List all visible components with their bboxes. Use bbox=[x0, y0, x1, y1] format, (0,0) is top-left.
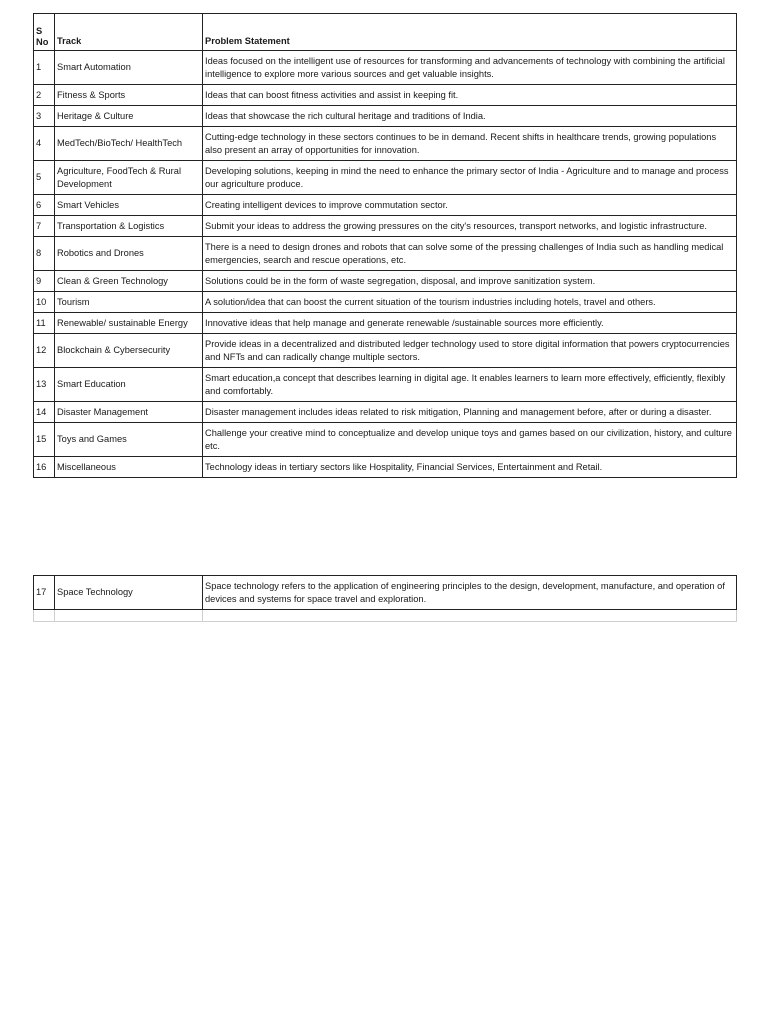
track-cell: Toys and Games bbox=[55, 423, 203, 457]
table-row bbox=[34, 85, 737, 106]
statement-cell: Ideas that showcase the rich cultural heritage and traditions of India. bbox=[203, 106, 737, 127]
statement-cell: Disaster management includes ideas related to risk mitigation, Planning and management before, after or during a disaster. bbox=[203, 402, 737, 423]
track-cell: Transportation & Logistics bbox=[55, 216, 203, 237]
table-header-row bbox=[34, 14, 737, 51]
empty-cell bbox=[203, 610, 737, 622]
table-row bbox=[34, 237, 737, 271]
track-cell: Blockchain & Cybersecurity bbox=[55, 334, 203, 368]
track-cell: Smart Automation bbox=[55, 51, 203, 85]
sno-cell: 2 bbox=[34, 85, 55, 106]
track-cell: Agriculture, FoodTech & Rural Development bbox=[55, 161, 203, 195]
table-row bbox=[34, 271, 737, 292]
empty-cell bbox=[55, 610, 203, 622]
statement-cell: Smart education,a concept that describes learning in digital age. It enables learners to learn more effectively, efficiently, flexibly and comfortably. bbox=[203, 368, 737, 402]
statement-cell: Cutting-edge technology in these sectors continues to be in demand. Recent shifts in healthcare trends, growing populations also present an array of opportunities for innovation. bbox=[203, 127, 737, 161]
sno-cell: 5 bbox=[34, 161, 55, 195]
header-problem-statement: Problem Statement bbox=[203, 14, 737, 51]
sno-cell: 16 bbox=[34, 457, 55, 478]
header-track: Track bbox=[55, 14, 203, 51]
statement-cell: Creating intelligent devices to improve commutation sector. bbox=[203, 195, 737, 216]
statement-cell: There is a need to design drones and robots that can solve some of the pressing challenges of India such as handling medical emergencies, search and rescue operations, etc. bbox=[203, 237, 737, 271]
table-row bbox=[34, 161, 737, 195]
sno-cell: 11 bbox=[34, 313, 55, 334]
empty-row bbox=[34, 610, 737, 622]
track-cell: Smart Education bbox=[55, 368, 203, 402]
table-row bbox=[34, 423, 737, 457]
empty-cell bbox=[34, 610, 55, 622]
table-row bbox=[34, 313, 737, 334]
sno-cell: 3 bbox=[34, 106, 55, 127]
statement-cell: Ideas focused on the intelligent use of resources for transforming and advancements of technology with combining the artificial intelligence to explore more various sources and get valuable insights. bbox=[203, 51, 737, 85]
table-row bbox=[34, 127, 737, 161]
track-cell: Miscellaneous bbox=[55, 457, 203, 478]
statement-cell: Technology ideas in tertiary sectors like Hospitality, Financial Services, Entertainment and Retail. bbox=[203, 457, 737, 478]
statement-cell: Space technology refers to the application of engineering principles to the design, development, manufacture, and operation of devices and systems for space travel and exploration. bbox=[203, 576, 737, 610]
table-row bbox=[34, 106, 737, 127]
sno-cell: 9 bbox=[34, 271, 55, 292]
table-row bbox=[34, 334, 737, 368]
statement-cell: Innovative ideas that help manage and generate renewable /sustainable sources more efficiently. bbox=[203, 313, 737, 334]
sno-cell: 10 bbox=[34, 292, 55, 313]
track-cell: Tourism bbox=[55, 292, 203, 313]
table-row bbox=[34, 51, 737, 85]
table-row bbox=[34, 292, 737, 313]
sno-cell: 17 bbox=[34, 576, 55, 610]
sno-cell: 15 bbox=[34, 423, 55, 457]
table-row bbox=[34, 457, 737, 478]
track-cell: Space Technology bbox=[55, 576, 203, 610]
additional-track-table bbox=[33, 575, 737, 622]
sno-cell: 4 bbox=[34, 127, 55, 161]
sno-cell: 13 bbox=[34, 368, 55, 402]
sno-cell: 14 bbox=[34, 402, 55, 423]
statement-cell: Submit your ideas to address the growing pressures on the city's resources, transport networks, and logistic infrastructure. bbox=[203, 216, 737, 237]
table-row bbox=[34, 195, 737, 216]
statement-cell: Solutions could be in the form of waste segregation, disposal, and improve sanitization system. bbox=[203, 271, 737, 292]
table-row bbox=[34, 402, 737, 423]
problem-statements-table bbox=[33, 13, 737, 478]
table-row bbox=[34, 576, 737, 610]
sno-cell: 8 bbox=[34, 237, 55, 271]
track-cell: Renewable/ sustainable Energy bbox=[55, 313, 203, 334]
track-cell: Heritage & Culture bbox=[55, 106, 203, 127]
sno-cell: 6 bbox=[34, 195, 55, 216]
table-row bbox=[34, 216, 737, 237]
header-sno: S No bbox=[34, 14, 55, 51]
statement-cell: Provide ideas in a decentralized and distributed ledger technology used to store digital information that powers cryptocurrencies and NFTs and can radically change multiple sectors. bbox=[203, 334, 737, 368]
sno-cell: 1 bbox=[34, 51, 55, 85]
table-row bbox=[34, 368, 737, 402]
statement-cell: Ideas that can boost fitness activities and assist in keeping fit. bbox=[203, 85, 737, 106]
track-cell: MedTech/BioTech/ HealthTech bbox=[55, 127, 203, 161]
sno-cell: 7 bbox=[34, 216, 55, 237]
track-cell: Clean & Green Technology bbox=[55, 271, 203, 292]
track-cell: Fitness & Sports bbox=[55, 85, 203, 106]
statement-cell: Developing solutions, keeping in mind the need to enhance the primary sector of India - Agriculture and to manage and process our agriculture produce. bbox=[203, 161, 737, 195]
track-cell: Robotics and Drones bbox=[55, 237, 203, 271]
statement-cell: A solution/idea that can boost the current situation of the tourism industries including hotels, travel and others. bbox=[203, 292, 737, 313]
sno-cell: 12 bbox=[34, 334, 55, 368]
track-cell: Disaster Management bbox=[55, 402, 203, 423]
track-cell: Smart Vehicles bbox=[55, 195, 203, 216]
statement-cell: Challenge your creative mind to conceptualize and develop unique toys and games based on our civilization, history, and culture etc. bbox=[203, 423, 737, 457]
